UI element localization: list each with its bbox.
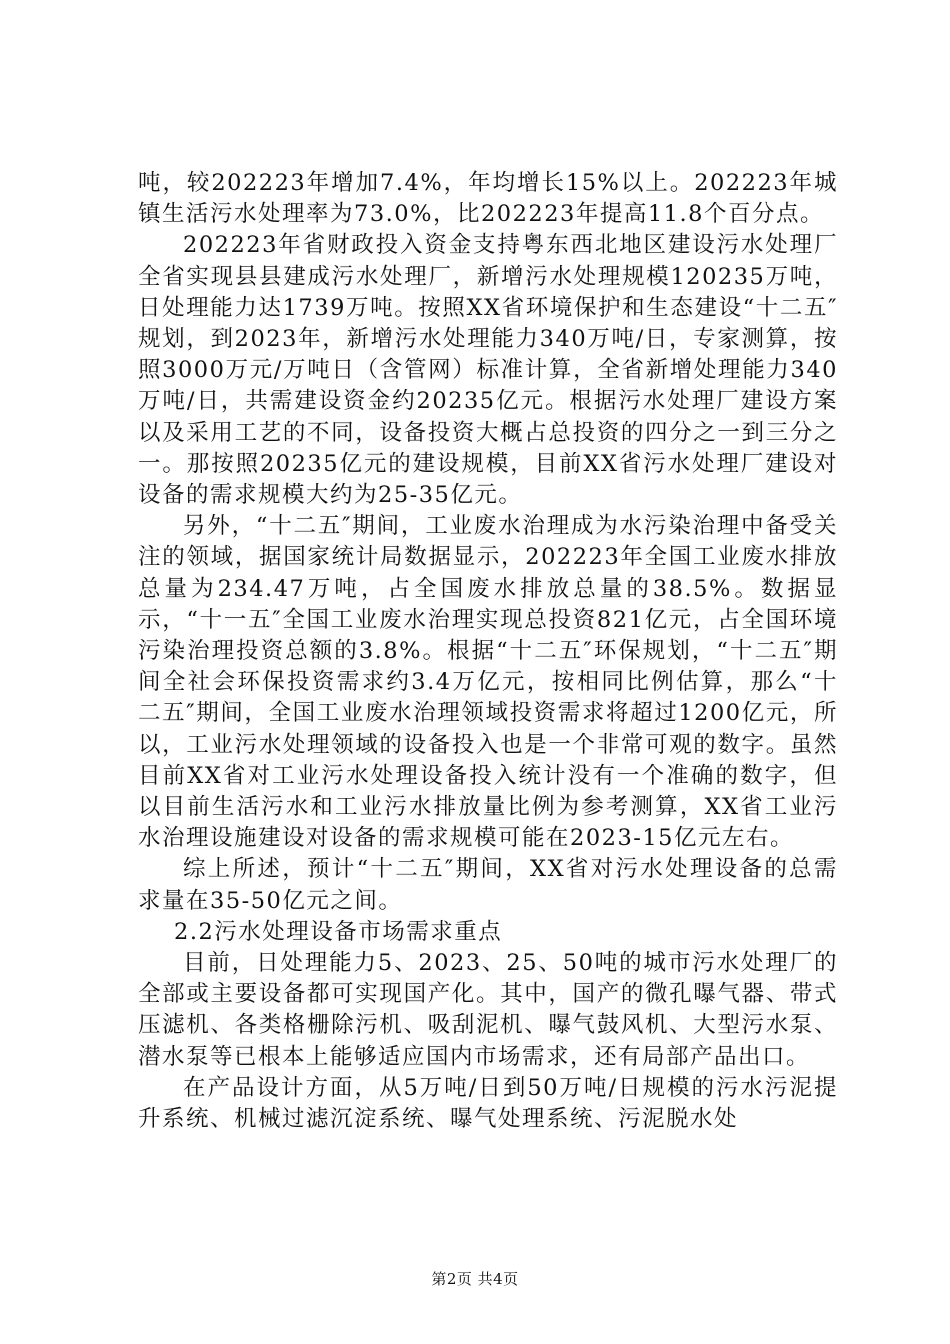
paragraph-product-design: 在产品设计方面，从5万吨/日到50万吨/日规模的污水污泥提升系统、机械过滤沉淀系统、曝气处理系统、污泥脱水处 [138, 1074, 838, 1133]
paragraph-provincial-investment: 202223年省财政投入资金支持粤东西北地区建设污水处理厂全省实现县县建成污水处理厂，新增污水处理规模120235万吨，日处理能力达1739万吨。按照XX省环境保护和生态建设“十二五″规划，到2023年，新增污水处理能力340万吨/日，专家测算，按照3000万元/万吨日（含管网）标准计算，全省新增处理能力340万吨/日，共需建设资金约20235亿元。根据污水处理厂建设方案以及采用工艺的不同，设备投资大概占总投资的四分之一到三分之一。那按照20235亿元的建设规模，目前XX省污水处理厂建设对设备的需求规模大约为25-35亿元。 [138, 232, 838, 509]
document-body [138, 168, 838, 1135]
paragraph-domestic-equipment: 目前，日处理能力5、2023、25、50吨的城市污水处理厂的全部或主要设备都可实现国产化。其中，国产的微孔曝气器、带式压滤机、各类格栅除污机、吸刮泥机、曝气鼓风机、大型污水泵、潜水泵等已根本上能够适应国内市场需求，还有局部产品出口。 [138, 950, 838, 1070]
paragraph-continuation: 吨，较202223年增加7.4%，年均增长15%以上。202223年城镇生活污水处理率为73.0%，比202223年提高11.8个百分点。 [138, 170, 838, 228]
page-number-footer: 第2页 共4页 [431, 1270, 519, 1288]
paragraph-industrial-wastewater: 另外，“十二五″期间，工业废水治理成为水污染治理中备受关注的领域，据国家统计局数据显示，202223年全国工业废水排放总量为234.47万吨，占全国废水排放总量的38.5%。数据显示，“十一五″全国工业废水治理实现总投资821亿元，占全国环境污染治理投资总额的3.8%。根据“十二五″环保规划，“十二五″期间全社会环保投资需求约3.4万亿元，按相同比例估算，那么“十二五″期间，全国工业废水治理领域投资需求将超过1200亿元，所以，工业污水处理领域的设备投入也是一个非常可观的数字。虽然目前XX省对工业污水处理设备投入统计没有一个准确的数字，但以目前生活污水和工业污水排放量比例为参考测算，XX省工业污水治理设施建设对设备的需求规模可能在2023-15亿元左右。 [138, 513, 838, 852]
section-heading: 2.2污水处理设备市场需求重点 [174, 918, 503, 945]
paragraph-summary: 综上所述，预计“十二五″期间，XX省对污水处理设备的总需求量在35-50亿元之间。 [138, 856, 838, 914]
